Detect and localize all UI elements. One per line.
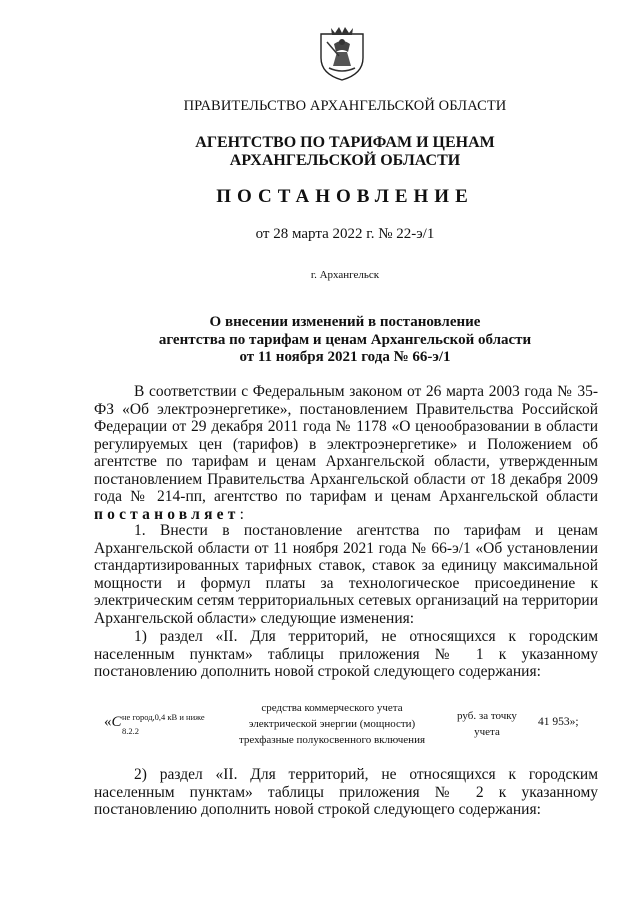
formula-symbol: C — [111, 714, 122, 730]
row-description — [232, 700, 432, 748]
subitem-1-paragraph: 1) раздел «II. Для территорий, не относящихся к городским населенным пунктам» таблицы приложения № 1 к указанному постановлению дополнить новой строкой следующего содержания: — [94, 628, 598, 680]
subitem-2-paragraph: 2) раздел «II. Для территорий, не относящихся к городским населенным пунктам» таблицы приложения № 2 к указанному постановлению дополнить новой строкой следующего содержания: — [94, 766, 598, 818]
subject-line2: агентства по тарифам и ценам Архангельской области — [158, 331, 532, 348]
row-value: 41 953»; — [538, 716, 579, 728]
formula-subscript: 8.2.2 — [122, 726, 139, 736]
tariff-formula — [104, 712, 205, 736]
city-name: г. Архангельск — [310, 269, 380, 281]
document-type-title: ПОСТАНОВЛЕНИЕ — [216, 186, 474, 207]
preamble-text: В соответствии с Федеральным законом от 26 марта 2003 года № 35-ФЗ «Об электроэнергетике», постановлением Правительства Российской Федерации от 29 декабря 2011 года № 1178 «О ценообразовании в области регулируемых цен (тарифов) в электроэнергетике» и Положением об агентстве по тарифам и ценам Архангельской области, утвержденным постановлением Правительства Архангельской области от 18 декабря 2009 года № 214-пп, агентство по тарифам и ценам Архангельской области — [94, 383, 598, 505]
decree-colon: : — [239, 505, 244, 523]
agency-name-line1: АГЕНТСТВО ПО ТАРИФАМ И ЦЕНАМ — [195, 134, 495, 151]
agency-name-line2: АРХАНГЕЛЬСКОЙ ОБЛАСТИ — [229, 152, 461, 169]
preamble-paragraph — [94, 383, 598, 523]
table-row — [0, 700, 640, 750]
description-line2: электрической энергии (мощности) — [248, 718, 416, 730]
item-1-paragraph: 1. Внести в постановление агентства по тарифам и ценам Архангельской области от 11 ноября 2021 года № 66-э/1 «Об установлении стандартизированных тарифных ставок, ставок за единицу максимальной мощности и формул платы за технологическое присоединение к электрическим сетям территориальных сетевых организаций на территории Архангельской области» следующие изменения: — [94, 522, 598, 627]
coat-of-arms-emblem — [317, 24, 367, 82]
subject-line1: О внесении изменений в постановление — [209, 314, 481, 330]
government-name: ПРАВИТЕЛЬСТВО АРХАНГЕЛЬСКОЙ ОБЛАСТИ — [183, 98, 507, 114]
agency-name — [0, 134, 640, 170]
decree-date-number: от 28 марта 2022 г. № 22-э/1 — [255, 226, 435, 242]
open-quote: « — [104, 714, 112, 730]
unit-line1: руб. за точку — [457, 710, 517, 722]
unit-line2: учета — [474, 726, 500, 738]
decree-subject — [0, 314, 640, 367]
formula-superscript: не город,0,4 кВ и ниже — [122, 712, 205, 722]
subject-line3: от 11 ноября 2021 года № 66-э/1 — [239, 349, 451, 365]
description-line3: трехфазные полукосвенного включения — [238, 734, 426, 746]
description-line1: средства коммерческого учета — [261, 702, 403, 714]
row-unit — [452, 708, 522, 740]
decree-word: постановляет — [94, 505, 240, 523]
